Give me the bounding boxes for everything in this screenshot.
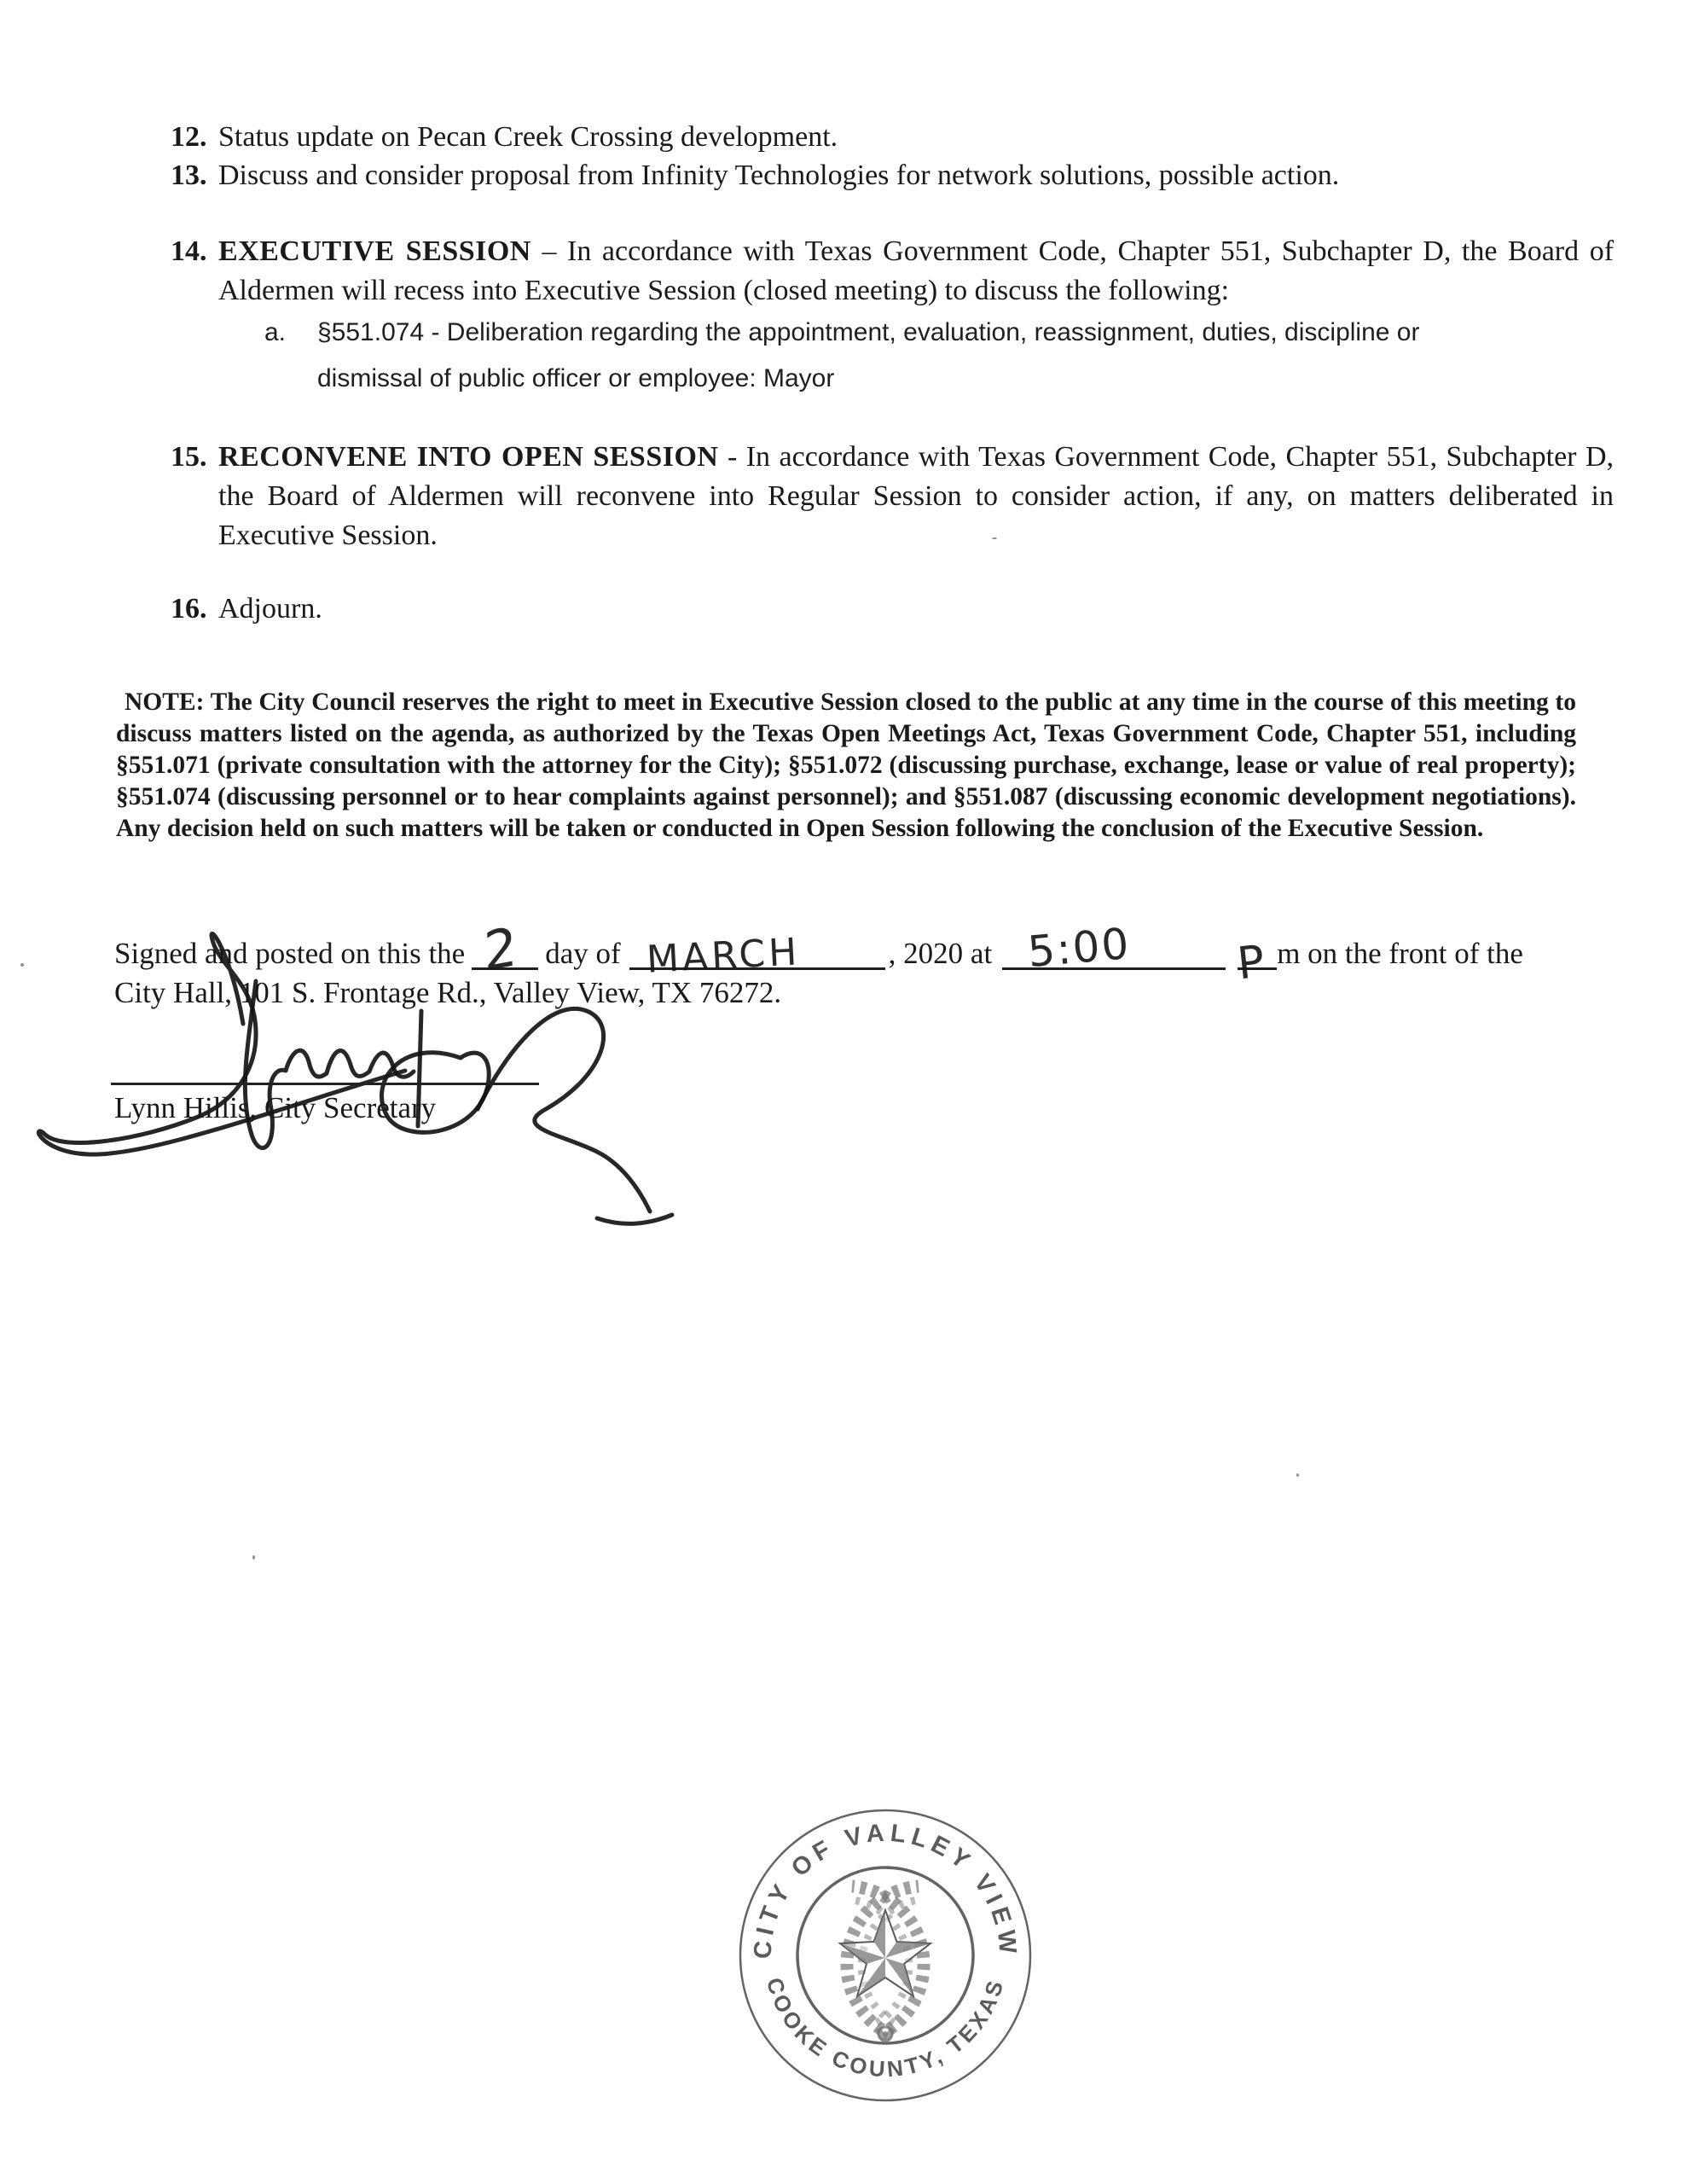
sub-item-text: §551.074 - Deliberation regarding the appointment, evaluation, reassignment, duties, discipline or dismissal of public officer or employee: Mayor bbox=[317, 318, 1420, 392]
handwritten-meridiem: P bbox=[1235, 936, 1267, 990]
seal-top-text: CITY OF VALLEY VIEW bbox=[749, 1819, 1022, 1960]
item-number: 14. bbox=[171, 235, 207, 267]
time-blank bbox=[1002, 918, 1226, 978]
item-number: 15. bbox=[171, 441, 207, 473]
seal-bottom-text: COOKE COUNTY, TEXAS bbox=[761, 1974, 1010, 2082]
agenda-item-13 bbox=[171, 156, 1614, 195]
scan-speck bbox=[992, 537, 997, 539]
meridiem-blank bbox=[1235, 933, 1277, 990]
item-body: In accordance with Texas Government Code, Chapter 551, Subchapter D, the Board of Aldermen will recess into Executive Session (closed meeting) to discuss the following: bbox=[218, 235, 1615, 306]
city-seal-stamp bbox=[732, 1802, 1039, 2109]
agenda-item-14 bbox=[171, 232, 1614, 311]
handwritten-time: 5:00 bbox=[1025, 918, 1133, 978]
texas-star-icon bbox=[840, 1910, 930, 1996]
year-at-label: , 2020 at bbox=[888, 937, 993, 970]
agenda-item-12 bbox=[171, 118, 1614, 157]
scan-speck bbox=[1296, 1473, 1299, 1477]
executive-session-heading: EXECUTIVE SESSION bbox=[218, 235, 531, 267]
item-text bbox=[218, 232, 1614, 311]
handwritten-day: 2 bbox=[483, 915, 519, 984]
sub-item-letter: a. bbox=[264, 318, 287, 346]
signature-line bbox=[111, 1083, 539, 1085]
signature-stroke bbox=[478, 1008, 650, 1211]
item-text: Discuss and consider proposal from Infinity Technologies for network solutions, possible action. bbox=[218, 160, 1340, 191]
item-text bbox=[218, 438, 1614, 555]
executive-session-note bbox=[116, 687, 1576, 845]
item-text: Status update on Pecan Creek Crossing development. bbox=[218, 121, 838, 153]
signature-stroke bbox=[597, 1215, 672, 1223]
signer-name: Lynn Hillis, City Secretary bbox=[114, 1091, 437, 1124]
note-label: NOTE: bbox=[125, 688, 205, 716]
item-separator: - bbox=[727, 441, 738, 473]
item-number: 12. bbox=[171, 121, 207, 153]
handwritten-month: MARCH bbox=[645, 930, 802, 982]
note-text bbox=[116, 687, 1576, 845]
item-number: 16. bbox=[171, 593, 207, 624]
day-of-label: day of bbox=[545, 937, 621, 970]
agenda-sub-item-14a bbox=[264, 310, 1544, 402]
item-body: In accordance with Texas Government Code, Chapter 551, Subchapter D, the Board of Aldermen will reconvene into Regular Session to consider action, if any, on matters deliberated in Executive Session. bbox=[218, 441, 1614, 551]
posting-line-2: City Hall, 101 S. Frontage Rd., Valley View, TX 76272. bbox=[114, 976, 782, 1009]
reconvene-heading: RECONVENE INTO OPEN SESSION bbox=[218, 441, 719, 473]
item-number: 13. bbox=[171, 160, 207, 191]
agenda-item-16 bbox=[171, 590, 1614, 629]
posting-prefix: Signed and posted on this the bbox=[114, 937, 466, 970]
posting-suffix: m on the front of the bbox=[1277, 937, 1523, 970]
item-separator: – bbox=[542, 235, 557, 267]
note-body: The City Council reserves the right to meet in Executive Session closed to the public at any time in the course of this meeting to discuss matters listed on the agenda, as authorized by the Texas Open Meetings Act, Texas Government Code, Chapter 551, including §551.071 (private consultation with the attorney for the City); §551.072 (discussing purchase, exchange, lease or value of real property); §551.074 (discussing personnel or to hear complaints against personnel); and §551.087 (discussing economic development negotiations). Any decision held on such matters will be taken or conducted in Open Session following the conclusion of the Executive Session. bbox=[116, 688, 1577, 842]
scan-speck bbox=[20, 963, 24, 967]
scan-speck bbox=[252, 1555, 255, 1560]
agenda-item-15 bbox=[171, 438, 1614, 555]
item-text: Adjourn. bbox=[218, 593, 322, 624]
signature-scrawl bbox=[13, 911, 695, 1252]
